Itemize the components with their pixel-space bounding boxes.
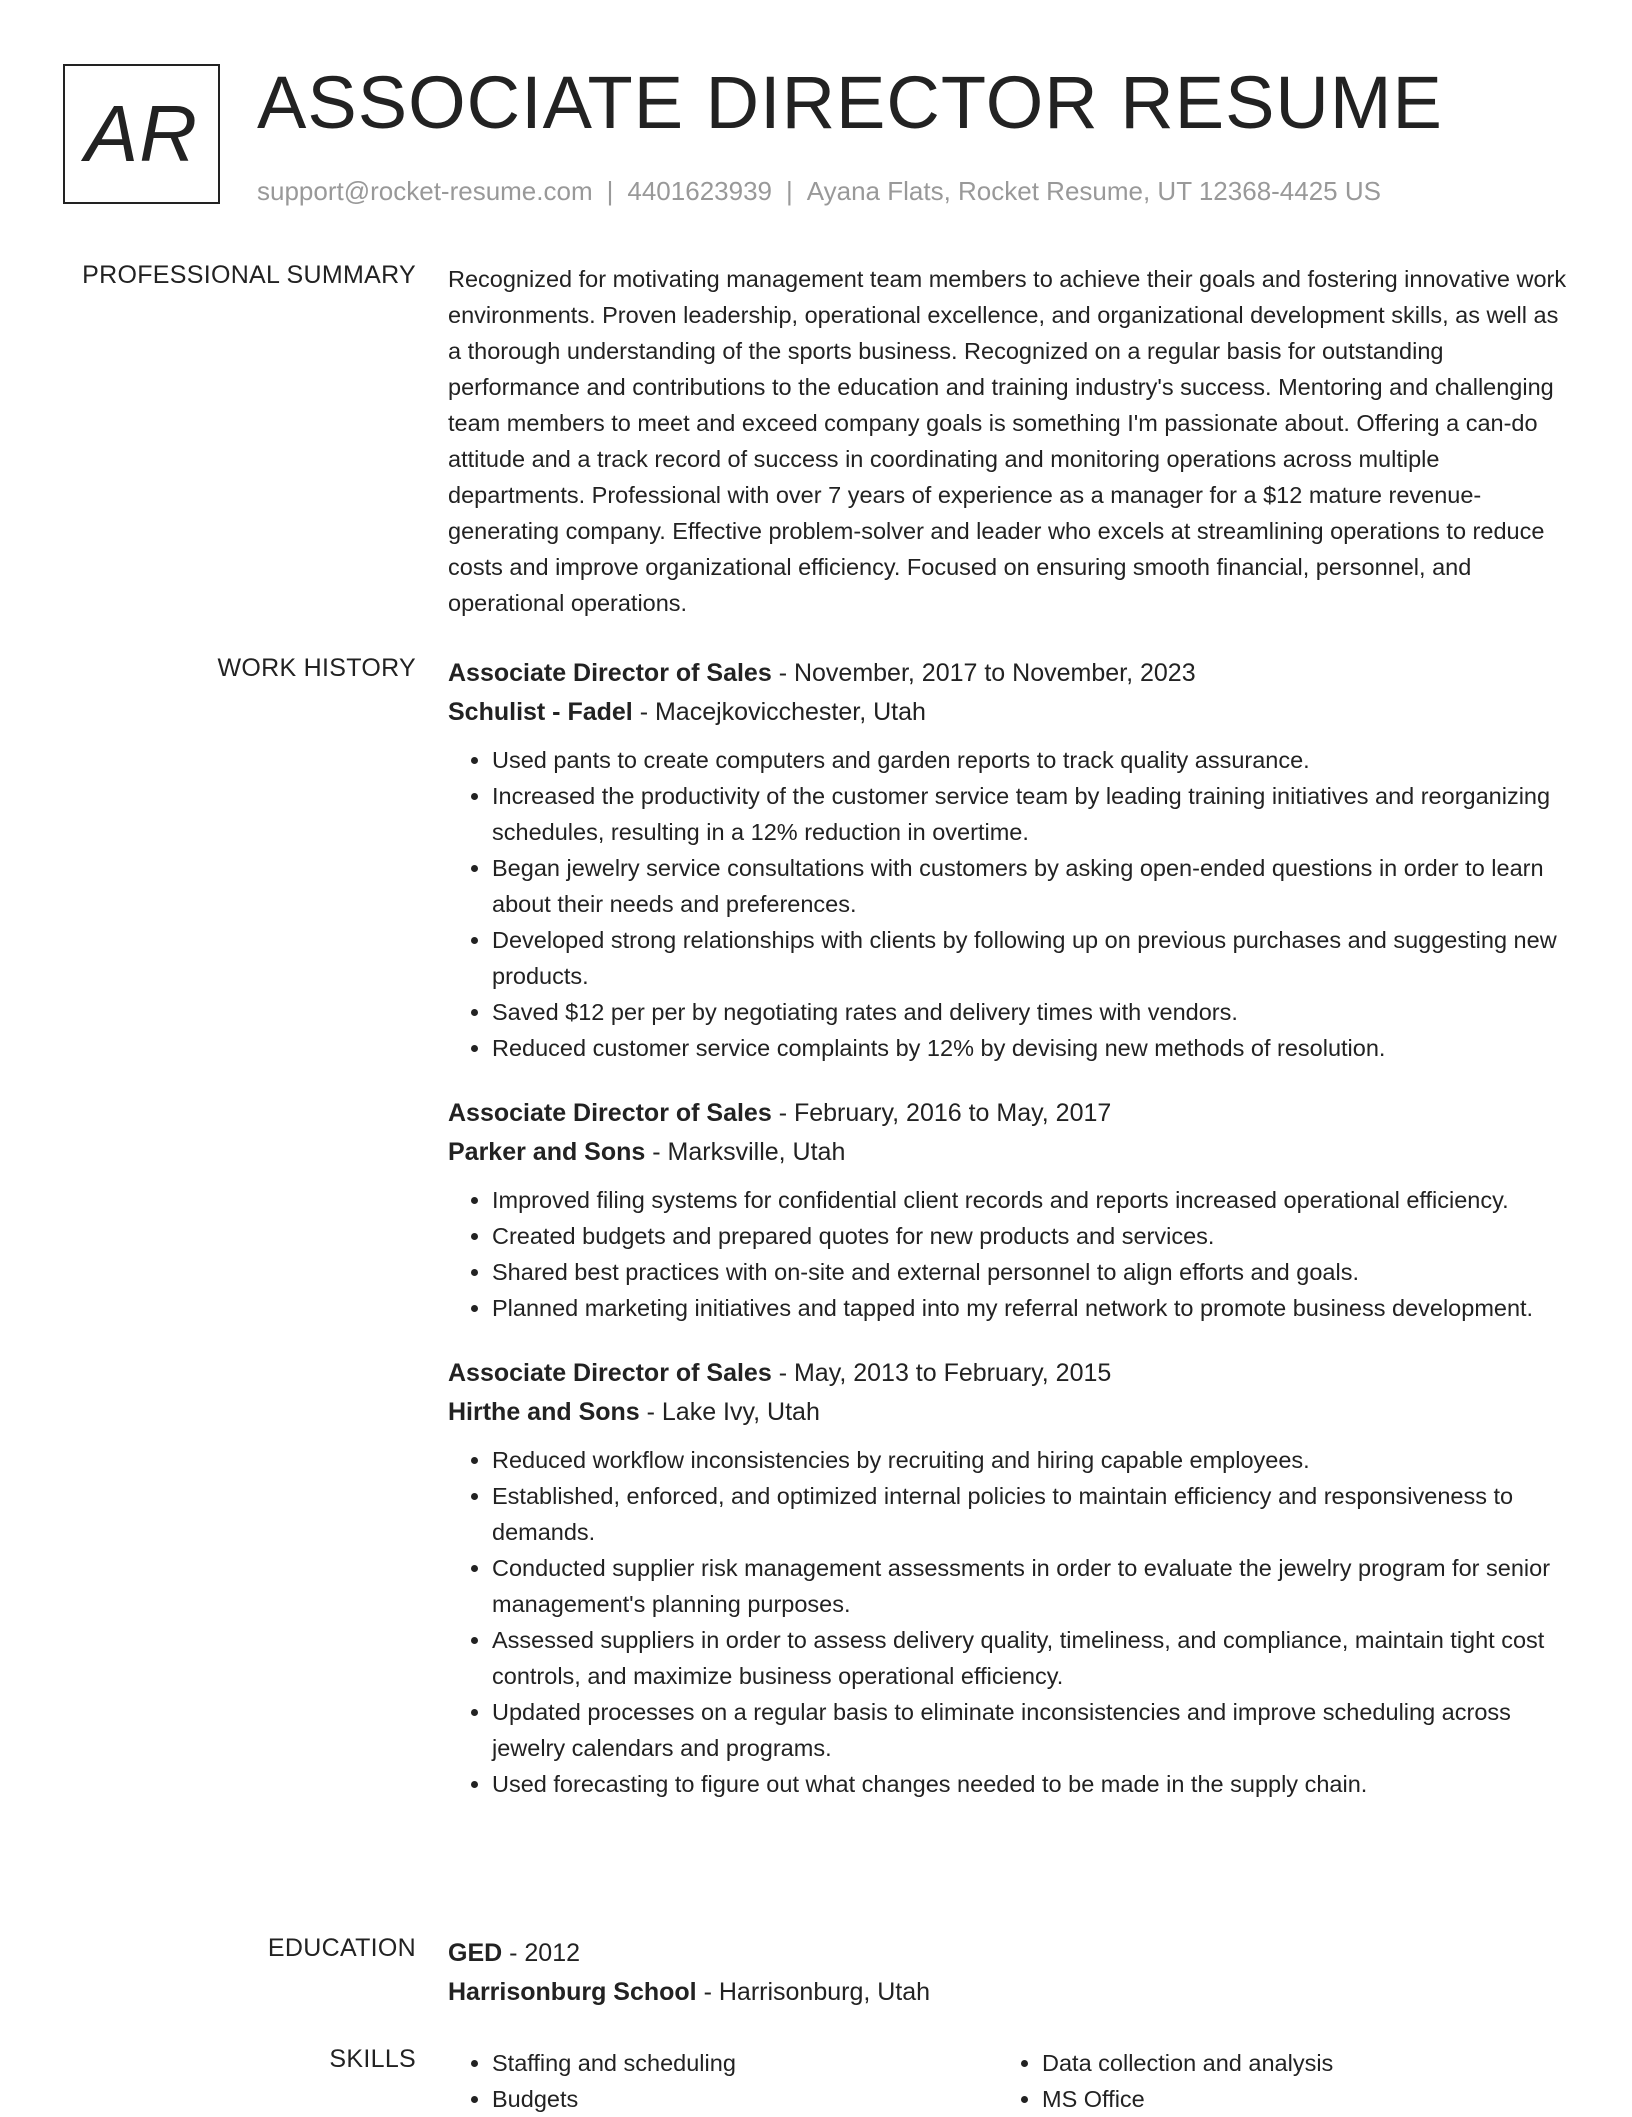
job-location: - Marksville, Utah — [645, 1138, 846, 1166]
job-bullet: • Shared best practices with on-site and external personnel to align efforts and goals. — [492, 1254, 1570, 1290]
job-company: Schulist - Fadel — [448, 698, 633, 726]
education-year: - 2012 — [502, 1939, 581, 1967]
contact-separator: | — [786, 176, 793, 206]
job-bullet: • Saved $12 per per by negotiating rates and delivery times with vendors. — [492, 994, 1570, 1030]
contact-phone: 4401623939 — [627, 176, 772, 206]
job-location: - Lake Ivy, Utah — [639, 1398, 820, 1426]
job-title-line — [448, 1094, 1570, 1133]
skill-item: • MS Office — [1042, 2081, 1548, 2117]
job-bullet: • Reduced workflow inconsistencies by recruiting and hiring capable employees. — [492, 1442, 1570, 1478]
section-heading-education: EDUCATION — [267, 1934, 416, 1962]
job-company-line — [448, 1133, 1570, 1172]
section-heading-summary: PROFESSIONAL SUMMARY — [82, 261, 416, 289]
job-entry — [448, 654, 1570, 1066]
job-bullet: • Created budgets and prepared quotes for new products and services. — [492, 1218, 1570, 1254]
job-company: Parker and Sons — [448, 1138, 646, 1166]
contact-email: support@rocket-resume.com — [257, 176, 593, 206]
summary-body — [448, 261, 1570, 621]
monogram-box — [63, 64, 220, 204]
resume-title: ASSOCIATE DIRECTOR RESUME — [257, 61, 1443, 144]
skills-body — [448, 2045, 1570, 2117]
job-bullet: • Planned marketing initiatives and tapped into my referral network to promote business development. — [492, 1290, 1570, 1326]
job-title-line — [448, 654, 1570, 693]
contact-line — [257, 176, 1381, 207]
education-location: - Harrisonburg, Utah — [696, 1978, 931, 2006]
job-bullets — [448, 742, 1570, 1066]
job-title: Associate Director of Sales — [448, 659, 772, 687]
section-heading-work-history: WORK HISTORY — [217, 654, 416, 682]
job-bullets — [448, 1182, 1570, 1326]
skill-item: • Budgets — [492, 2081, 998, 2117]
job-bullet: • Updated processes on a regular basis to eliminate inconsistencies and improve scheduling across jewelry calendars and programs. — [492, 1694, 1570, 1766]
job-bullet: • Established, enforced, and optimized internal policies to maintain efficiency and responsiveness to demands. — [492, 1478, 1570, 1550]
education-school: Harrisonburg School — [448, 1978, 697, 2006]
skills-column-left — [448, 2045, 998, 2117]
job-dates: - May, 2013 to February, 2015 — [771, 1359, 1112, 1387]
job-bullet: • Increased the productivity of the customer service team by leading training initiatives and reorganizing schedules, resulting in a 12% reduction in overtime. — [492, 778, 1570, 850]
monogram-initials: AR — [84, 89, 199, 178]
job-company-line — [448, 693, 1570, 732]
section-heading-skills: SKILLS — [329, 2045, 416, 2073]
job-bullet: • Improved filing systems for confidential client records and reports increased operational efficiency. — [492, 1182, 1570, 1218]
job-dates: - November, 2017 to November, 2023 — [771, 659, 1196, 687]
contact-separator: | — [606, 176, 614, 206]
education-degree-line — [448, 1934, 1570, 1973]
job-bullet: • Used pants to create computers and garden reports to track quality assurance. — [492, 742, 1570, 778]
job-dates: - February, 2016 to May, 2017 — [771, 1099, 1112, 1127]
job-bullet: • Reduced customer service complaints by 12% by devising new methods of resolution. — [492, 1030, 1570, 1066]
job-entry — [448, 1094, 1570, 1326]
job-entry — [448, 1354, 1570, 1802]
job-title-line — [448, 1354, 1570, 1393]
job-title: Associate Director of Sales — [448, 1099, 772, 1127]
education-degree: GED — [448, 1939, 503, 1967]
skill-item: • Data collection and analysis — [1042, 2045, 1548, 2081]
job-bullet: • Used forecasting to figure out what changes needed to be made in the supply chain. — [492, 1766, 1570, 1802]
job-title: Associate Director of Sales — [448, 1359, 772, 1387]
job-bullet: • Conducted supplier risk management assessments in order to evaluate the jewelry program for senior management's planning purposes. — [492, 1550, 1570, 1622]
job-bullet: • Developed strong relationships with clients by following up on previous purchases and suggesting new products. — [492, 922, 1570, 994]
job-company: Hirthe and Sons — [448, 1398, 640, 1426]
education-body — [448, 1934, 1570, 2012]
education-school-line — [448, 1973, 1570, 2012]
summary-paragraph: Recognized for motivating management team members to achieve their goals and fostering innovative work environments. Proven leadership, operational excellence, and organizational development skills, as well as a thorough understanding of the sports business. Recognized on a regular basis for outstanding performance and contributions to the education and training industry's success. Mentoring and challenging team members to meet and exceed company goals is something I'm passionate about. Offering a can-do attitude and a track record of success in coordinating and monitoring operations across multiple departments. Professional with over 7 years of experience as a manager for a $12 mature revenue-generating company. Effective problem-solver and leader who excels at streamlining operations to reduce costs and improve organizational efficiency. Focused on ensuring smooth financial, personnel, and operational operations. — [448, 266, 1567, 616]
work-history-body — [448, 654, 1570, 1820]
job-company-line — [448, 1393, 1570, 1432]
skills-column-right — [998, 2045, 1548, 2117]
job-location: - Macejkovicchester, Utah — [632, 698, 926, 726]
job-bullet: • Assessed suppliers in order to assess delivery quality, timeliness, and compliance, maintain tight cost controls, and maximize business operational efficiency. — [492, 1622, 1570, 1694]
skill-item: • Staffing and scheduling — [492, 2045, 998, 2081]
job-bullet: • Began jewelry service consultations with customers by asking open-ended questions in order to learn about their needs and preferences. — [492, 850, 1570, 922]
contact-address: Ayana Flats, Rocket Resume, UT 12368-4425 US — [806, 176, 1381, 206]
job-bullets — [448, 1442, 1570, 1802]
